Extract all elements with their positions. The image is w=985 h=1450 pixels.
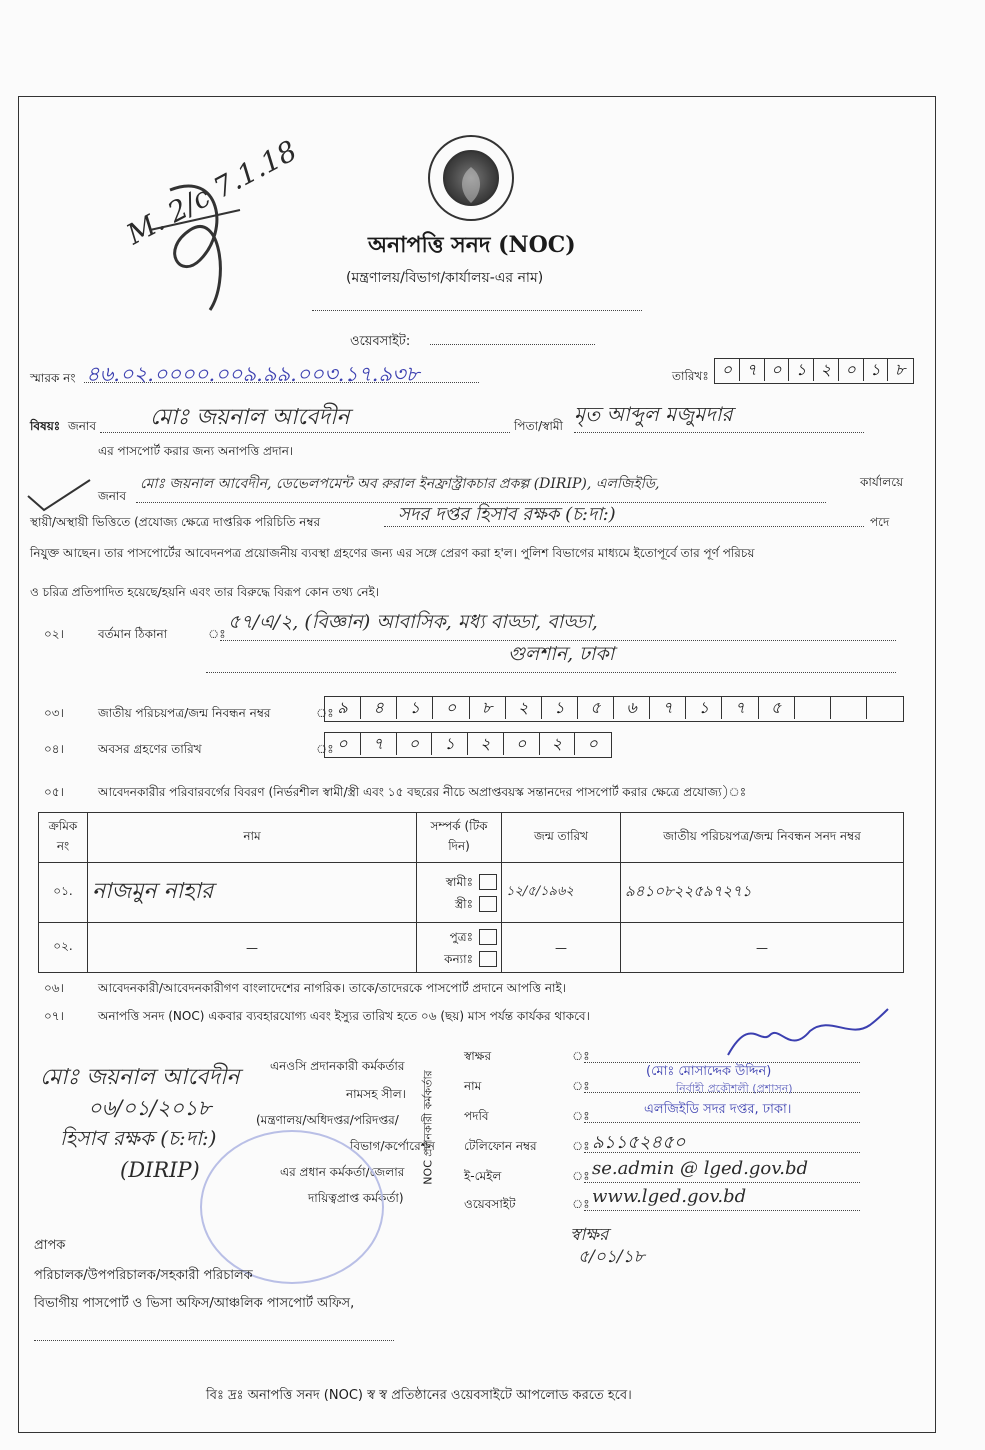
nid-digit: ১ [686, 697, 722, 719]
family-table: ক্রমিক নং নাম সম্পর্ক (টিক দিন) জন্ম তারিখ জাতীয় পরিচয়পত্র/জন্ম নিবন্ধন সনদ নম্বর ০১. নাজমুন নাহার স্বামীঃ স্ত্রীঃ ১২/৫/১৯৬২ ৯৪১০৮২২৫৯৭২৭১ ০২. — পুত্রঃ কন্যাঃ — — [38, 812, 904, 973]
appointed-line: নিযুক্ত আছেন। তার পাসপোর্টের আবেদনপত্র প্রয়োজনীয় ব্যবস্থা গ্রহণের জন্য এর সঙ্গে প্রেরণ করা হ'ল। পুলিশ বিভাগের মাধ্যমে ইতোপূর্বে তার পূর্ণ পরিচয় [30, 546, 755, 560]
nid-digit [795, 697, 831, 719]
date-digit: ৭ [740, 359, 765, 381]
official-signature [720, 1005, 890, 1065]
retirement-label: অবসর গ্রহণের তারিখ [98, 742, 202, 756]
handwritten-scribble [140, 170, 270, 320]
character-line: ও চরিত্র প্রতিপাদিত হয়েছে/হয়নি এবং তার বিরুদ্ধে বিরূপ কোন তথ্য নেই। [30, 585, 380, 599]
handwritten-initial-date: ৫/০১/১৮ [578, 1247, 645, 1267]
retirement-digit: ২ [540, 733, 576, 755]
nid-digit: ০ [433, 697, 469, 719]
checkbox-daughter[interactable] [479, 951, 497, 967]
date-digit: ০ [765, 359, 790, 381]
family-label: আবেদনকারীর পরিবারবর্গের বিবরণ (নির্ভরশীল স্বামী/স্ত্রী এবং ১৫ বছরের নীচে অপ্রাপ্তবয়স্ক সন্তানদের পাসপোর্ট করার ক্ষেত্রে প্রযোজ্য)ঃ [98, 785, 747, 799]
nid-digit: ৯ [325, 697, 361, 719]
vertical-label: NOC প্রদানকারী কর্মকর্তার [421, 1070, 435, 1185]
nid-digit: ৭ [722, 697, 758, 719]
table-row: ০২. — পুত্রঃ কন্যাঃ — — [39, 923, 904, 973]
department-post: সদর দপ্তর হিসাব রক্ষক (চ:দা:) [398, 504, 616, 525]
retirement-digit: ৭ [361, 733, 397, 755]
clause-7: অনাপত্তি সনদ (NOC) একবার ব্যবহারযোগ্য এবং ইস্যুর তারিখ হতে ০৬ (ছয়) মাস পর্যন্ত কার্যকর থাকবে। [98, 1009, 590, 1023]
date-digit: ০ [715, 359, 740, 381]
handwritten-date: ০৬/০১/২০১৮ [88, 1096, 212, 1120]
date-digit: ১ [864, 359, 889, 381]
retirement-digit: ১ [432, 733, 468, 755]
handwritten-project: (DIRIP) [120, 1158, 200, 1182]
nid-digit: ১ [397, 697, 433, 719]
memo-label: স্মারক নং [30, 371, 76, 385]
official-designation: এলজিইডি সদর দপ্তর, ঢাকা। [644, 1102, 792, 1117]
checkbox-husband[interactable] [479, 874, 497, 890]
nid-digit [867, 697, 902, 719]
nid-digit [831, 697, 867, 719]
nid-digit: ৫ [578, 697, 614, 719]
retirement-digit: ০ [587, 734, 598, 753]
nid-digit: ৮ [470, 697, 506, 719]
nid-digit: ২ [506, 697, 542, 719]
subject-line-2: এর পাসপোর্ট করার জন্য অনাপত্তি প্রদান। [98, 444, 294, 458]
official-email: se.admin @ lged.gov.bd [592, 1158, 809, 1179]
handwritten-tick [24, 476, 94, 516]
recipient-label: প্রাপক [34, 1238, 66, 1253]
permanent-line: স্থায়ী/অস্থায়ী ভিত্তিতে (প্রযোজ্য ক্ষেত্রে দাপ্তরিক পরিচিতি নম্বর [30, 515, 321, 529]
address-line-1: ৫৭/এ/২, (বিজ্ঞান) আবাসিক, মধ্য বাড্ডা, বাড্ডা, [228, 611, 598, 633]
handwritten-initial: স্বাক্ষর [570, 1225, 609, 1245]
government-emblem [428, 135, 514, 221]
applicant-post: মোঃ জয়নাল আবেদীন, ডেভেলপমেন্ট অব রুরাল ইনফ্রাস্ট্রাকচার প্রকল্প (DIRIP), এলজিইডি, [140, 476, 660, 492]
handwritten-post: হিসাব রক্ষক (চ:দা:) [60, 1126, 217, 1150]
clause-6: আবেদনকারী/আবেদনকারীগণ বাংলাদেশের নাগরিক। তাকে/তাদেরকে পাসপোর্ট প্রদানে আপত্তি নাই। [98, 981, 567, 995]
applicant-name: মোঃ জয়নাল আবেদীন [150, 405, 350, 430]
website-label: ওয়েবসাইট: [350, 334, 411, 349]
official-name-stamp: (মোঃ মোসাদ্দেক উদ্দিন) [646, 1064, 772, 1079]
handwritten-note-top: M. 2/c 7.1.18 [121, 133, 303, 252]
father-name: মৃত আব্দুল মজুমদার [574, 402, 733, 426]
date-boxes [714, 358, 914, 384]
ministry-dotted-line [312, 310, 642, 311]
retirement-digit: ২ [468, 733, 504, 755]
subject-label: বিষয়ঃ [30, 419, 61, 433]
page-subtitle: (মন্ত্রণালয়/বিভাগ/কার্যালয়-এর নাম) [346, 270, 544, 286]
nid-boxes [324, 696, 904, 722]
retirement-date-boxes [324, 732, 612, 758]
date-digit: ১ [789, 359, 814, 381]
table-row: ০১. নাজমুন নাহার স্বামীঃ স্ত্রীঃ ১২/৫/১৯৬২ ৯৪১০৮২২৫৯৭২৭১ [39, 863, 904, 923]
footer-note: বিঃ দ্রঃ অনাপত্তি সনদ (NOC) স্ব স্ব প্রতিষ্ঠানের ওয়েবসাইটে আপলোড করতে হবে। [206, 1388, 632, 1403]
date-digit: ০ [839, 359, 864, 381]
page-title: অনাপত্তি সনদ (NOC) [368, 232, 576, 258]
checkbox-son[interactable] [479, 929, 497, 945]
official-website: www.lged.gov.bd [592, 1186, 747, 1207]
nid-label: জাতীয় পরিচয়পত্র/জন্ম নিবন্ধন নম্বর [98, 706, 271, 720]
date-digit: ২ [814, 359, 839, 381]
handwritten-applicant-name: মোঃ জয়নাল আবেদীন [40, 1065, 240, 1090]
retirement-digit: ০ [504, 733, 540, 755]
checkbox-wife[interactable] [479, 896, 497, 912]
date-digit: ৮ [894, 360, 906, 379]
office-round-seal [200, 1130, 384, 1284]
nid-digit: ৫ [759, 697, 795, 719]
nid-digit: ৬ [614, 697, 650, 719]
retirement-digit: ০ [397, 733, 433, 755]
retirement-digit: ০ [325, 733, 361, 755]
nid-digit: ৭ [650, 697, 686, 719]
document-page: M. 2/c 7.1.18 অনাপত্তি সনদ (NOC) (মন্ত্রণালয়/বিভাগ/কার্যালয়-এর নাম) ওয়েবসাইট: স্মারক নং ৪৬.০২.০০০০.০০৯.৯৯.০০৩.১৭.৯৩৮ তারিখঃ ০ ৭ ০ ১ ২ ০ ১ ৮ বিষয়ঃ জনাব মোঃ জয়নাল আবেদীন পিতা/স্বামী মৃত আব্দুল মজুমদার এর পাসপোর্ট করার জন্য অনাপত্তি প্রদান। জনাব মোঃ জয়নাল আবেদীন, ডেভেলপমেন্ট অব রুরাল ইনফ্রাস্ট্রাকচার প্রকল্প (DIRIP), এলজিইডি, কার্যালয়ে সদর দপ্তর হিসাব রক্ষক (চ:দা:) স্থায়ী/অস্থায়ী ভিত্তিতে (প্রযোজ্য ক্ষেত্রে দাপ্তরিক পরিচিতি নম্বর পদে নিযুক্ত আছেন। তার পাসপোর্টের আবেদনপত্র প্রয়োজনীয় ব্যবস্থা গ্রহণের জন্য এর সঙ্গে প্রেরণ করা হ'ল। পুলিশ বিভাগের মাধ্যমে ইতোপূর্বে তার পূর্ণ পরিচয় ও চরিত্র প্রতিপাদিত হয়েছে/হয়নি এবং তার বিরুদ্ধে বিরূপ কোন তথ্য নেই। ০২। বর্তমান ঠিকানা ঃ ৫৭/এ/২, (বিজ্ঞান) আবাসিক, মধ্য বাড্ডা, বাড্ডা, গুলশান, ঢাকা ০৩। জাতীয় পরিচয়পত্র/জন্ম নিবন্ধন নম্বর ঃ ৯ ৪ ১ ০ ৮ ২ ১ ৫ ৬ ৭ ১ ৭ ৫ ০৪। অবসর গ্রহণের তারিখ ঃ ০ ৭ ০ ১ ২ ০ ২ ০ ০৫। আবেদনকারীর পরিবারবর্গের বিবরণ (নির্ভরশীল স্বামী/স্ত্রী এবং ১৫ বছরের নীচে অপ্রাপ্তবয়স্ক সন্তানদের পাসপোর্ট করার ক্ষেত্রে প্রযোজ্য)ঃ ক্রমিক নং নাম সম্পর্ক (টিক দিন) জন্ম তারিখ জাতীয় পরিচয়পত্র/জন্ম নিবন্ধন সনদ নম্বর ০১. নাজমুন নাহার স্বামীঃ স্ত্রীঃ ১২/৫/১৯৬২ ৯৪১০৮২২৫৯৭২৭১ ০২. — পুত্রঃ কন্যাঃ — — ০৬। আবেদনকারী/আবেদনকারীগণ বাংলাদেশের নাগরিক। তাকে/তাদেরকে পাসপোর্ট প্রদানে আপত্তি নাই। ০৭। অনাপত্তি সনদ (NOC) একবার ব্যবহারযোগ্য এবং ইস্যুর তারিখ হতে ০৬ (ছয়) মাস পর্যন্ত কার্যকর থাকবে। এনওসি প্রদানকারী কর্মকর্তার নামসহ সীল। (মন্ত্রণালয়/অধিদপ্তর/পরিদপ্তর/ বিভাগ/কর্পোরেশন এর প্রধান কর্মকর্তা/জেলার দায়িত্বপ্রাপ্ত কর্মকর্তা) NOC প্রদানকারী কর্মকর্তার স্বাক্ষর নাম পদবি টেলিফোন নম্বর ই-মেইল ওয়েবসাইট ঃ ঃ ঃ ঃ ঃ ঃ (মোঃ মোসাদ্দেক উদ্দিন) নির্বাহী প্রকৌশলী (প্রশাসন) এলজিইডি সদর দপ্তর, ঢাকা। ৯১১৫২৪৫০ se.admin @ lged.gov.bd www.lged.gov.bd মোঃ জয়নাল আবেদীন ০৬/০১/২০১৮ হিসাব রক্ষক (চ:দা:) (DIRIP) স্বাক্ষর ৫/০১/১৮ প্রাপক পরিচালক/উপপরিচালক/সহকারী পরিচালক বিভাগীয় পাসপোর্ট ও ভিসা অফিস/আঞ্চলিক পাসপোর্ট অফিস, বিঃ দ্রঃ অনাপত্তি সনদ (NOC) স্ব স্ব প্রতিষ্ঠানের ওয়েবসাইটে আপলোড করতে হবে। [0, 0, 985, 1450]
nid-digit: ৪ [361, 697, 397, 719]
address-label: বর্তমান ঠিকানা [98, 627, 168, 641]
recipient-line-2: বিভাগীয় পাসপোর্ট ও ভিসা অফিস/আঞ্চলিক পাসপোর্ট অফিস, [34, 1296, 355, 1311]
official-phone: ৯১১৫২৪৫০ [592, 1132, 686, 1153]
nid-digit: ১ [542, 697, 578, 719]
date-label: তারিখঃ [672, 369, 709, 383]
memo-number: ৪৬.০২.০০০০.০০৯.৯৯.০০৩.১৭.৯৩৮ [86, 362, 420, 386]
recipient-line-1: পরিচালক/উপপরিচালক/সহকারী পরিচালক [34, 1268, 253, 1283]
address-line-2: গুলশান, ঢাকা [508, 643, 615, 665]
